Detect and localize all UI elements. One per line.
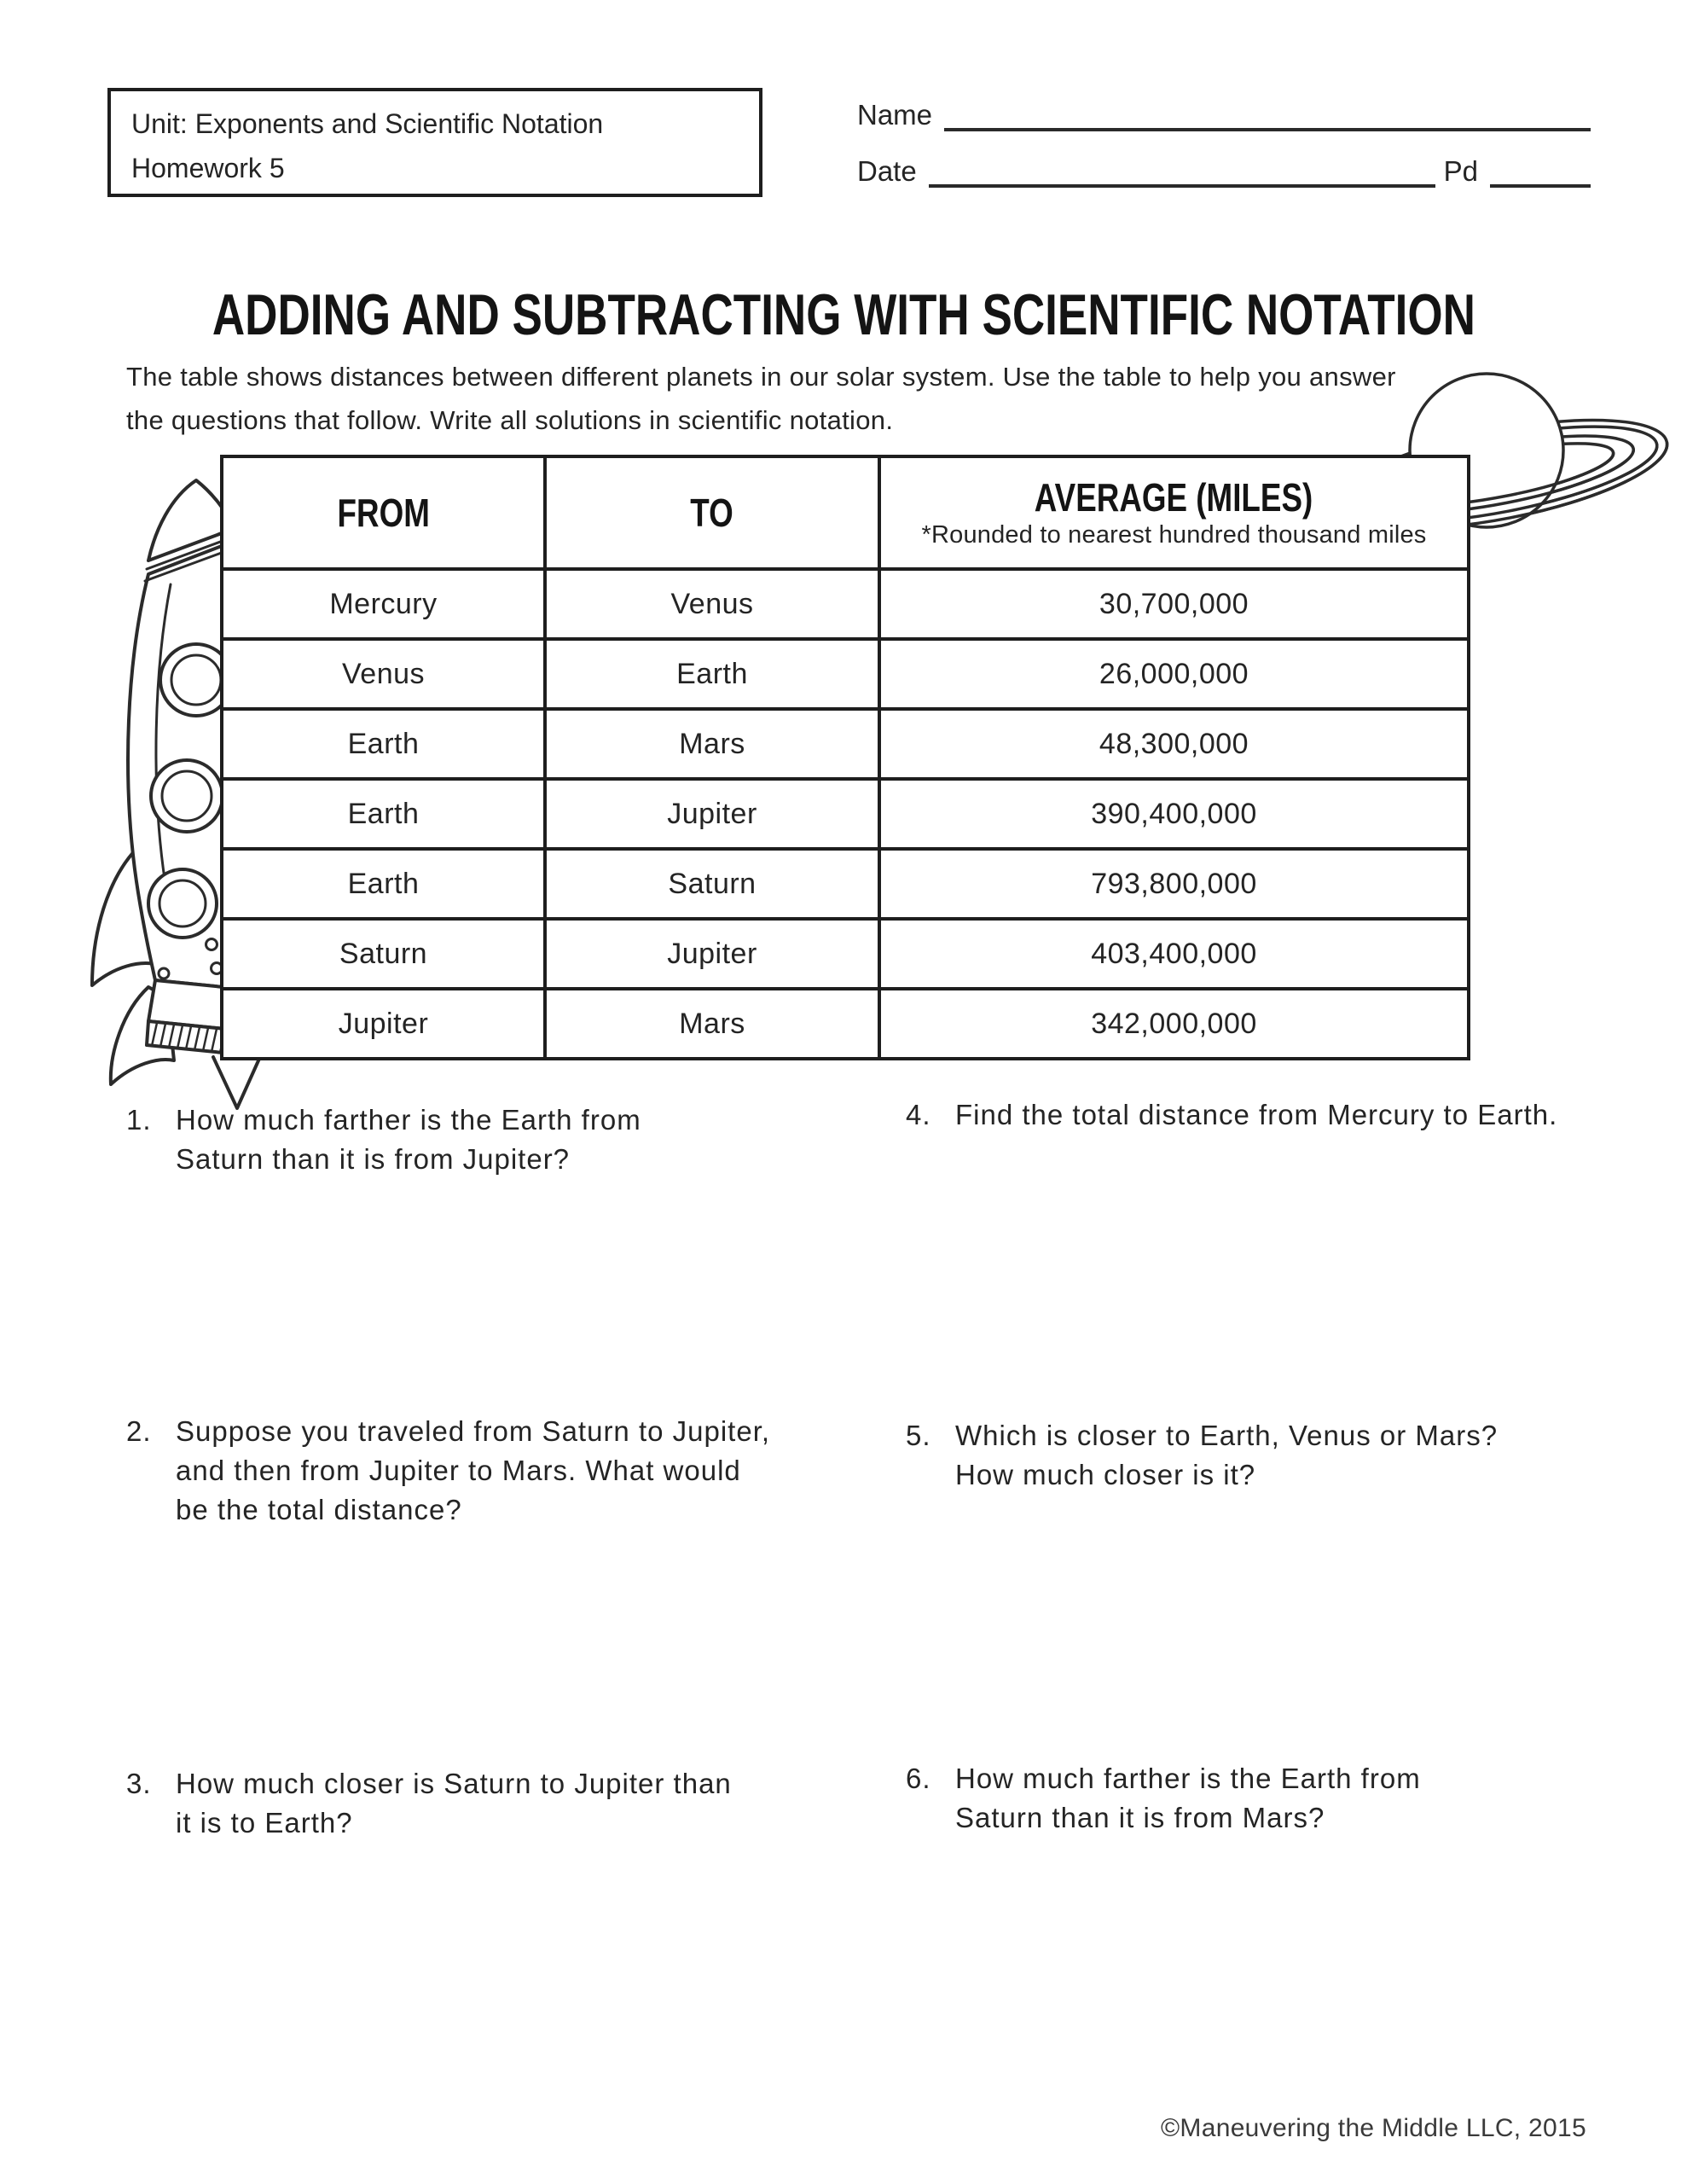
table-row <box>222 639 1469 709</box>
name-row <box>857 82 1591 131</box>
cell-to: Mars <box>545 989 879 1059</box>
date-row <box>857 138 1591 188</box>
date-blank-line <box>929 147 1435 188</box>
unit-box <box>107 88 762 197</box>
cell-to: Saturn <box>545 849 879 919</box>
cell-miles: 26,000,000 <box>879 639 1469 709</box>
table-row <box>222 989 1469 1059</box>
question-6 <box>906 1759 1501 1838</box>
header-from: FROM <box>222 456 545 569</box>
table-row <box>222 709 1469 779</box>
header-to: TO <box>545 456 879 569</box>
question-number: 3. <box>126 1768 152 1799</box>
name-label: Name <box>857 99 933 131</box>
cell-to: Mars <box>545 709 879 779</box>
question-2 <box>126 1412 773 1530</box>
page-title <box>0 282 1687 348</box>
cell-from: Earth <box>222 709 545 779</box>
table-row <box>222 919 1469 989</box>
name-blank-line <box>944 90 1591 131</box>
unit-line-2: Homework 5 <box>131 153 285 183</box>
cell-miles: 48,300,000 <box>879 709 1469 779</box>
distance-table <box>220 455 1470 1060</box>
intro-text: The table shows distances between different planets in our solar system. Use the table to help you answer the questions that follow. Write all solutions in scientific notation. <box>126 362 1396 435</box>
header-average-note: *Rounded to nearest hundred thousand miles <box>921 520 1427 549</box>
date-label: Date <box>857 155 917 187</box>
header-average: AVERAGE (MILES) *Rounded to nearest hundred thousand miles <box>879 456 1469 569</box>
cell-from: Mercury <box>222 569 545 639</box>
cell-to: Earth <box>545 639 879 709</box>
question-number: 1. <box>126 1104 152 1136</box>
cell-miles: 390,400,000 <box>879 779 1469 849</box>
question-number: 5. <box>906 1420 931 1451</box>
copyright-credit: ©Maneuvering the Middle LLC, 2015 <box>1161 2114 1586 2142</box>
question-4 <box>906 1095 1578 1135</box>
cell-to: Jupiter <box>545 779 879 849</box>
table-row <box>222 779 1469 849</box>
student-id-block <box>857 82 1591 188</box>
table-row <box>222 569 1469 639</box>
question-text: Suppose you traveled from Saturn to Jupiter, and then from Jupiter to Mars. What would be the total distance? <box>176 1415 771 1525</box>
pd-label: Pd <box>1443 155 1478 187</box>
cell-miles: 30,700,000 <box>879 569 1469 639</box>
cell-from: Venus <box>222 639 545 709</box>
pd-blank-line <box>1490 147 1591 188</box>
unit-line-1: Unit: Exponents and Scientific Notation <box>131 108 604 139</box>
cell-to: Jupiter <box>545 919 879 989</box>
table-row <box>222 849 1469 919</box>
question-3 <box>126 1764 756 1843</box>
page-title-text: ADDING AND SUBTRACTING WITH SCIENTIFIC NOTATION <box>212 282 1475 347</box>
cell-from: Jupiter <box>222 989 545 1059</box>
question-number: 4. <box>906 1099 931 1130</box>
question-number: 2. <box>126 1415 152 1447</box>
cell-from: Saturn <box>222 919 545 989</box>
question-5 <box>906 1416 1510 1495</box>
question-text: Find the total distance from Mercury to Earth. <box>955 1099 1558 1130</box>
question-text: How much farther is the Earth from Saturn than it is from Mars? <box>955 1763 1421 1833</box>
cell-to: Venus <box>545 569 879 639</box>
question-text: How much farther is the Earth from Saturn than it is from Jupiter? <box>176 1104 641 1175</box>
question-text: Which is closer to Earth, Venus or Mars? How much closer is it? <box>955 1420 1499 1490</box>
cell-from: Earth <box>222 849 545 919</box>
cell-miles: 403,400,000 <box>879 919 1469 989</box>
question-text: How much closer is Saturn to Jupiter than it is to Earth? <box>176 1768 732 1838</box>
question-1 <box>126 1101 722 1179</box>
table-header-row <box>222 456 1469 569</box>
question-number: 6. <box>906 1763 931 1794</box>
cell-miles: 342,000,000 <box>879 989 1469 1059</box>
cell-from: Earth <box>222 779 545 849</box>
cell-miles: 793,800,000 <box>879 849 1469 919</box>
